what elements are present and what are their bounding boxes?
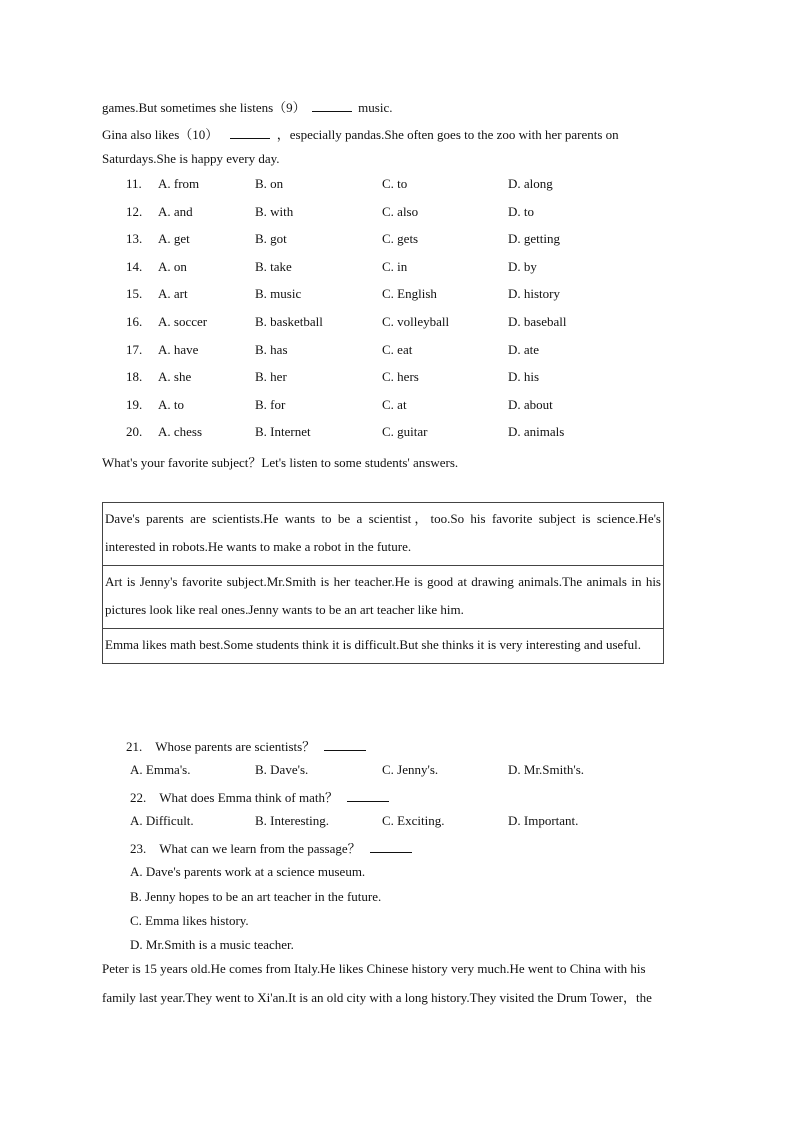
option-b[interactable]: B. her [255, 369, 287, 385]
table-cell-jenny: Art is Jenny's favorite subject.Mr.Smith is her teacher.He is good at drawing animals.The animals in his pictures look like real ones.Jenny wants to be an art teacher like him. [103, 566, 663, 629]
option-d[interactable]: D. history [508, 286, 560, 302]
passage1-line1 [102, 97, 392, 116]
option-c[interactable]: C. hers [382, 369, 419, 385]
option-a[interactable]: A. Emma's. [130, 762, 191, 777]
option-c[interactable]: C. volleyball [382, 314, 450, 329]
option-d[interactable]: D. baseball [508, 314, 567, 329]
option-d[interactable]: D. to [508, 203, 534, 219]
option-a[interactable]: A. soccer [158, 314, 208, 329]
answer-blank-22[interactable] [347, 790, 389, 802]
option-d[interactable]: D. animals [508, 424, 565, 440]
option-d[interactable]: D. by [508, 258, 537, 274]
question-stem: 23. What can we learn from the passage？ [130, 841, 361, 856]
answer-blank-23[interactable] [370, 841, 412, 853]
option-a[interactable]: A. to [158, 396, 184, 412]
passage2-line2: family last year.They went to Xi'an.It is an old city with a long history.They visited the Drum Tower，the [102, 990, 652, 1005]
question-number: 13. [126, 231, 143, 247]
option-d[interactable]: D. about [508, 396, 553, 412]
question-number: 16. [126, 314, 143, 329]
option-a[interactable]: A. have [158, 341, 199, 357]
option-c[interactable]: C. to [382, 176, 408, 191]
option-b[interactable]: B. Internet [255, 424, 311, 440]
passage1-text: Gina also likes（10） [102, 127, 219, 142]
answer-blank-21[interactable] [324, 739, 366, 751]
option-b[interactable]: B. basketball [255, 314, 323, 329]
answer-blank-9[interactable] [312, 100, 352, 112]
question-number: 19. [126, 396, 143, 412]
question-stem: 22. What does Emma think of math？ [130, 790, 338, 805]
option-d[interactable]: D. ate [508, 341, 540, 357]
option-b[interactable]: B. take [255, 258, 292, 274]
option-b[interactable]: B. has [255, 341, 288, 357]
option-b[interactable]: B. Dave's. [255, 762, 309, 777]
passage1-line3: Saturdays.She is happy every day. [102, 151, 280, 166]
option-c[interactable]: C. guitar [382, 424, 428, 440]
option-c[interactable]: C. in [382, 258, 408, 274]
option-c[interactable]: C. Exciting. [382, 813, 445, 828]
option-d[interactable]: D. getting [508, 231, 560, 247]
option-c[interactable]: C. also [382, 203, 419, 219]
question-21 [126, 736, 366, 755]
option-d[interactable]: D. Mr.Smith is a music teacher. [130, 937, 294, 952]
option-b[interactable]: B. music [255, 286, 302, 302]
answer-blank-10[interactable] [230, 127, 270, 139]
option-b[interactable]: B. Interesting. [255, 813, 330, 828]
question-stem: 21. Whose parents are scientists？ [126, 739, 316, 754]
question-number: 14. [126, 258, 143, 274]
question-number: 18. [126, 369, 143, 385]
option-d[interactable]: D. along [508, 176, 553, 191]
passage1-text: music. [358, 100, 393, 115]
option-b[interactable]: B. on [255, 176, 284, 191]
option-a[interactable]: A. and [158, 203, 193, 219]
option-a[interactable]: A. art [158, 286, 188, 302]
option-b[interactable]: B. got [255, 231, 287, 247]
option-c[interactable]: C. gets [382, 231, 419, 247]
option-c[interactable]: C. Emma likes history. [130, 913, 249, 928]
option-d[interactable]: D. his [508, 369, 540, 385]
option-d[interactable]: D. Mr.Smith's. [508, 762, 585, 777]
option-c[interactable]: C. English [382, 286, 437, 302]
option-a[interactable]: A. get [158, 231, 190, 247]
question-23 [130, 838, 412, 857]
question-number: 12. [126, 203, 143, 219]
option-a[interactable]: A. on [158, 258, 187, 274]
passage1-text: ，especially pandas.She often goes to the zoo with her parents on [276, 127, 619, 142]
question-22 [130, 787, 389, 806]
option-d[interactable]: D. Important. [508, 813, 579, 828]
option-c[interactable]: C. Jenny's. [382, 762, 439, 777]
reading-table [102, 502, 664, 664]
question-number: 20. [126, 424, 143, 440]
option-b[interactable]: B. with [255, 203, 294, 219]
option-c[interactable]: C. eat [382, 341, 413, 357]
reading-intro: What's your favorite subject？Let's listen to some students' answers. [102, 455, 459, 470]
passage1-text: games.But sometimes she listens（9） [102, 100, 306, 115]
option-a[interactable]: A. from [158, 176, 200, 191]
table-cell-dave: Dave's parents are scientists.He wants to be a scientist，too.So his favorite subject is science.He's interested in robots.He wants to make a robot in the future. [103, 503, 663, 566]
option-a[interactable]: A. chess [158, 424, 203, 440]
passage1-line2 [102, 124, 619, 143]
question-number: 15. [126, 286, 143, 302]
passage2-line1: Peter is 15 years old.He comes from Italy.He likes Chinese history very much.He went to China with his [102, 961, 646, 976]
option-a[interactable]: A. Difficult. [130, 813, 194, 828]
table-cell-emma: Emma likes math best.Some students think it is difficult.But she thinks it is very interesting and useful. [105, 637, 641, 652]
option-b[interactable]: B. for [255, 396, 286, 412]
option-a[interactable]: A. Dave's parents work at a science museum. [130, 864, 366, 879]
question-number: 11. [126, 176, 142, 191]
question-number: 17. [126, 341, 143, 357]
option-a[interactable]: A. she [158, 369, 192, 385]
option-b[interactable]: B. Jenny hopes to be an art teacher in the future. [130, 889, 382, 904]
option-c[interactable]: C. at [382, 396, 407, 412]
